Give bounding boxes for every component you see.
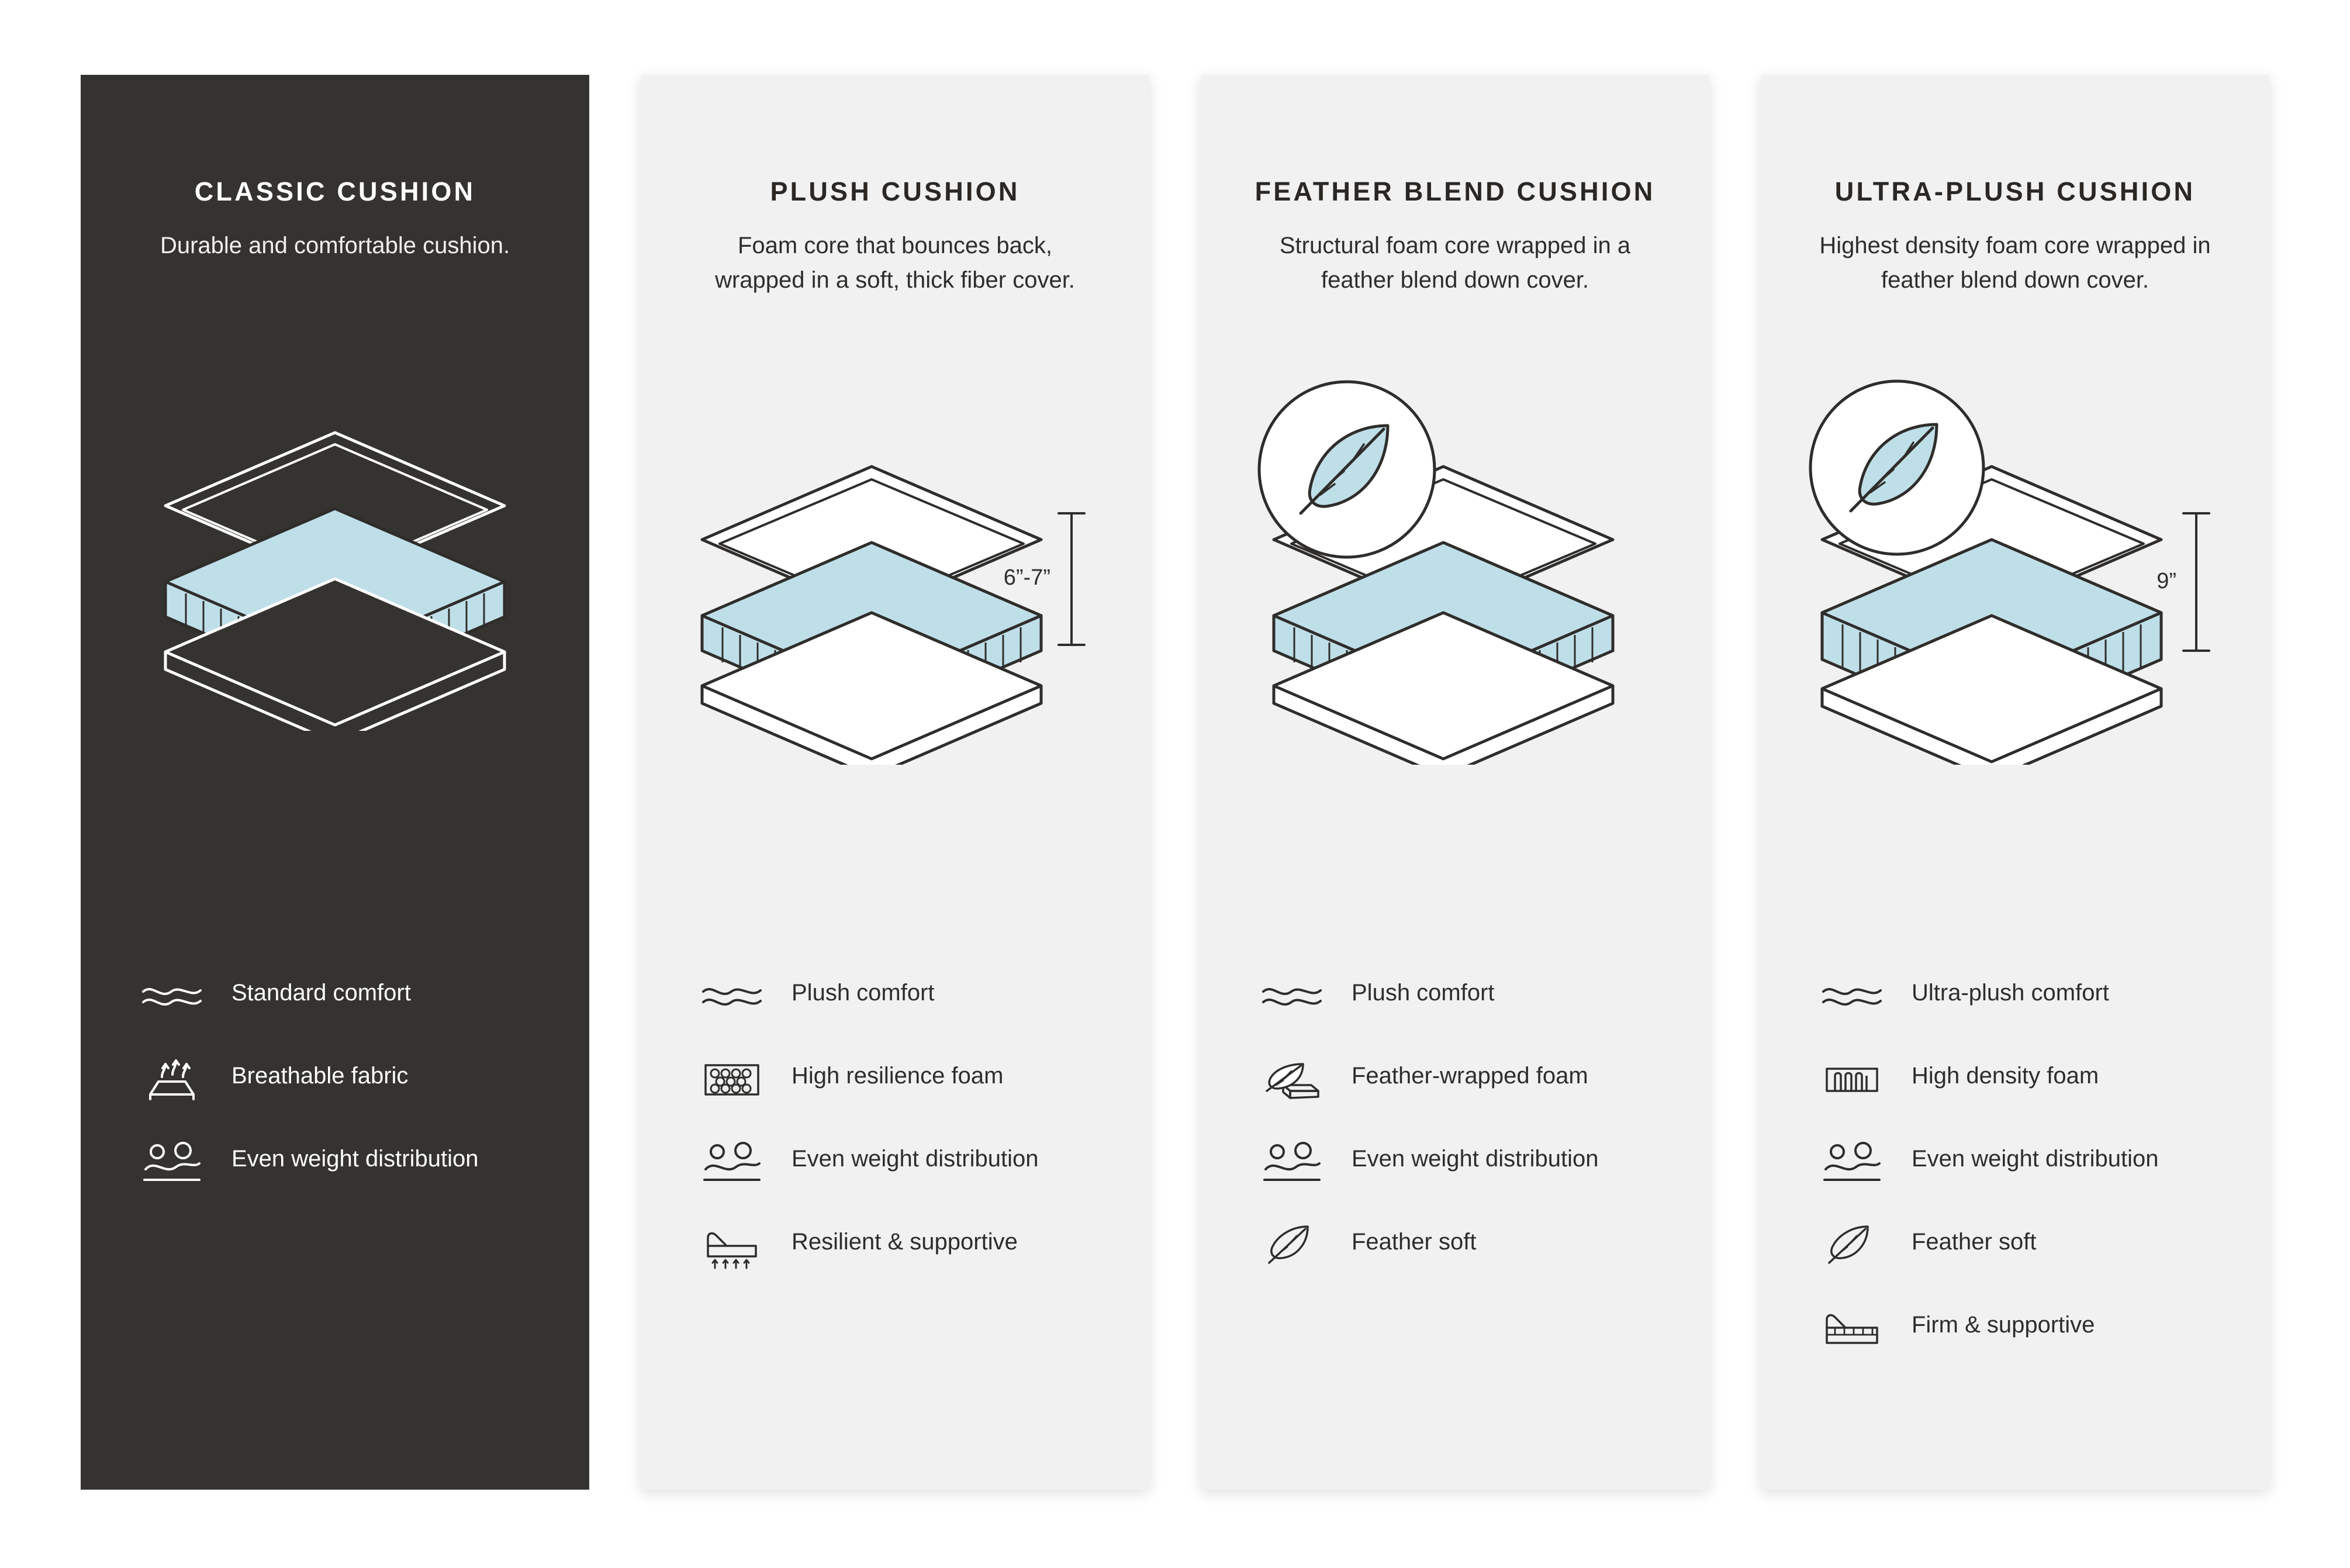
feature-label: Firm & supportive xyxy=(1912,1312,2095,1338)
card-title: CLASSIC CUSHION xyxy=(194,177,476,206)
honeycomb-foam-icon xyxy=(697,1052,767,1106)
feature-item xyxy=(137,1052,533,1108)
wave-lines-icon xyxy=(1817,969,1887,1023)
dimension-label: 9” xyxy=(2157,569,2176,594)
even-weight-distribution-icon xyxy=(137,1135,207,1189)
feature-label: Resilient & supportive xyxy=(792,1229,1018,1255)
feature-label: Even weight distribution xyxy=(1912,1146,2159,1172)
feature-item xyxy=(1817,1135,2213,1191)
firm-support-icon xyxy=(1817,1301,1887,1355)
high-density-foam-icon xyxy=(1817,1052,1887,1106)
breathable-fabric-icon xyxy=(137,1052,207,1106)
feature-list-ultra-plush xyxy=(1761,969,2269,1384)
feature-label: Breathable fabric xyxy=(231,1063,409,1089)
dimension-label: 6”-7” xyxy=(1003,565,1050,590)
feature-item xyxy=(1817,1218,2213,1275)
cushion-illustration-feather-blend xyxy=(1201,320,1709,788)
resilient-support-icon xyxy=(697,1218,767,1272)
card-classic-cushion[interactable] xyxy=(81,75,589,1490)
feature-list-feather-blend xyxy=(1201,969,1709,1301)
feature-label: Feather soft xyxy=(1912,1229,2037,1255)
feature-item xyxy=(1257,1135,1653,1191)
wave-lines-icon xyxy=(697,969,767,1023)
feather-icon xyxy=(1817,1218,1887,1272)
cushion-illustration-ultra-plush xyxy=(1761,320,2269,788)
feature-label: Standard comfort xyxy=(231,980,411,1006)
wave-lines-icon xyxy=(137,969,207,1023)
feature-item xyxy=(697,1218,1093,1275)
feature-label: Plush comfort xyxy=(792,980,935,1006)
feather-wrapped-foam-icon xyxy=(1257,1052,1327,1106)
card-description: Structural foam core wrapped in a feather blend down cover. xyxy=(1279,233,1631,293)
feature-list-classic xyxy=(81,969,589,1218)
card-description: Durable and comfortable cushion. xyxy=(160,233,510,259)
feature-label: High density foam xyxy=(1912,1063,2099,1089)
even-weight-distribution-icon xyxy=(1257,1135,1327,1189)
feature-item xyxy=(1817,1301,2213,1358)
feature-item xyxy=(1257,1052,1653,1108)
feature-label: Feather soft xyxy=(1352,1229,1477,1255)
feature-item xyxy=(1817,969,2213,1025)
wave-lines-icon xyxy=(1257,969,1327,1023)
card-ultra-plush-cushion[interactable] xyxy=(1761,75,2269,1490)
card-feather-blend-cushion[interactable] xyxy=(1201,75,1709,1490)
cushion-illustration-classic xyxy=(81,286,589,754)
card-title: PLUSH CUSHION xyxy=(770,177,1020,206)
feature-item xyxy=(137,969,533,1025)
cushion-illustration-plush xyxy=(641,320,1149,788)
feature-label: Feather-wrapped foam xyxy=(1352,1063,1588,1089)
feather-icon xyxy=(1257,1218,1327,1272)
feature-list-plush xyxy=(641,969,1149,1301)
card-description: Highest density foam core wrapped in feather blend down cover. xyxy=(1819,233,2211,293)
card-title: ULTRA-PLUSH CUSHION xyxy=(1834,177,2196,206)
feature-label: Even weight distribution xyxy=(792,1146,1039,1172)
card-title: FEATHER BLEND CUSHION xyxy=(1255,177,1656,206)
card-description: Foam core that bounces back, wrapped in a soft, thick fiber cover. xyxy=(715,233,1075,293)
feature-item xyxy=(697,1135,1093,1191)
feather-badge xyxy=(1810,381,1983,554)
even-weight-distribution-icon xyxy=(1817,1135,1887,1189)
feature-item xyxy=(697,1052,1093,1108)
feature-label: High resilience foam xyxy=(792,1063,1004,1089)
feature-label: Ultra-plush comfort xyxy=(1912,980,2109,1006)
feature-item xyxy=(697,969,1093,1025)
card-plush-cushion[interactable] xyxy=(641,75,1149,1490)
feature-item xyxy=(137,1135,533,1191)
feature-item xyxy=(1817,1052,2213,1108)
feather-badge xyxy=(1259,382,1435,557)
feature-item xyxy=(1257,969,1653,1025)
feature-label: Plush comfort xyxy=(1352,980,1495,1006)
even-weight-distribution-icon xyxy=(697,1135,767,1189)
feature-label: Even weight distribution xyxy=(1352,1146,1599,1172)
feature-label: Even weight distribution xyxy=(231,1146,479,1172)
feature-item xyxy=(1257,1218,1653,1275)
